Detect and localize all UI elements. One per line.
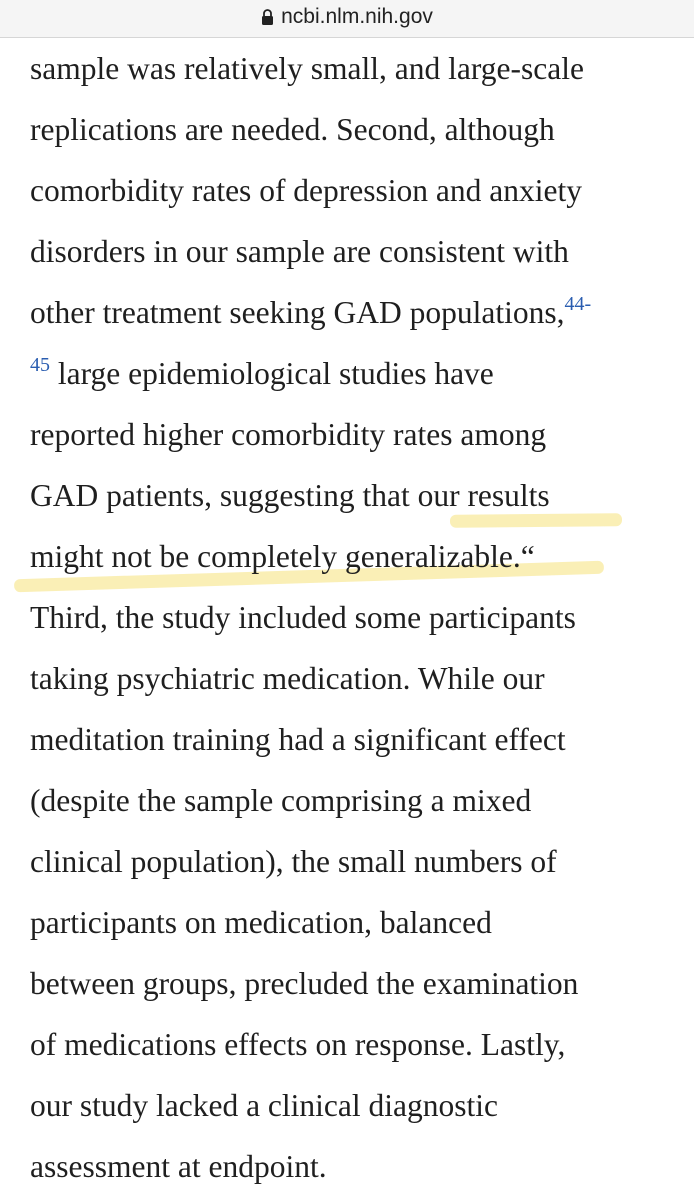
text-line: reported higher comorbidity rates among bbox=[30, 417, 547, 452]
text-line: participants on medication, balanced bbox=[30, 905, 492, 940]
text-line: between groups, precluded the examination bbox=[30, 966, 579, 1001]
text-line: of medications effects on response. Lastly, bbox=[30, 1027, 566, 1062]
url-display[interactable] bbox=[261, 5, 433, 29]
text-line: clinical population), the small numbers of bbox=[30, 844, 557, 879]
text-line: comorbidity rates of depression and anxiety bbox=[30, 173, 582, 208]
text-line: might not be completely generalizable.“ bbox=[30, 539, 535, 574]
url-domain: ncbi.nlm.nih.gov bbox=[281, 4, 433, 28]
text-line: disorders in our sample are consistent with bbox=[30, 234, 569, 269]
text-line: taking psychiatric medication. While our bbox=[30, 661, 545, 696]
text-line: (despite the sample comprising a mixed bbox=[30, 783, 532, 818]
lock-icon bbox=[261, 8, 274, 26]
address-bar[interactable] bbox=[0, 0, 694, 38]
text-line: replications are needed. Second, although bbox=[30, 112, 555, 147]
text-line: sample was relatively small, and large-scale bbox=[30, 51, 584, 86]
text-line: Third, the study included some participants bbox=[30, 600, 576, 635]
text-line: $^{45}$ large epidemiological studies have bbox=[30, 354, 494, 391]
text-line: meditation training had a significant effect bbox=[30, 722, 566, 757]
reference-link-45[interactable]: 45 bbox=[30, 354, 50, 376]
text-line: other treatment seeking GAD populations,$^{44-}$ bbox=[30, 293, 592, 330]
text-line: assessment at endpoint. bbox=[30, 1149, 327, 1184]
reference-link-44[interactable]: 44- bbox=[564, 293, 592, 315]
text-line: our study lacked a clinical diagnostic bbox=[30, 1088, 498, 1123]
text-line: GAD patients, suggesting that our results bbox=[30, 478, 550, 513]
